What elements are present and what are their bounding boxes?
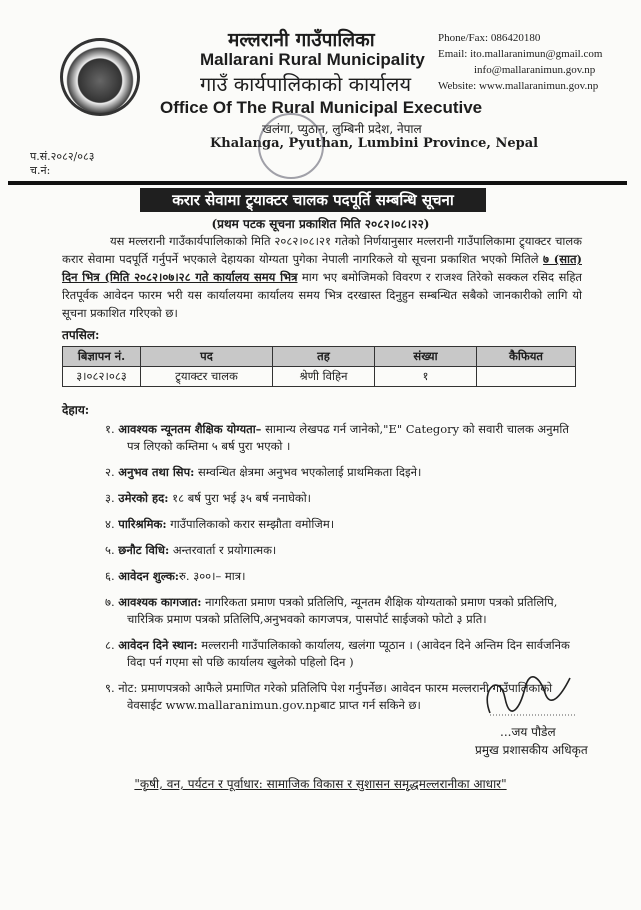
cell-post: ट्र्याक्टर चालक	[141, 367, 273, 387]
list-item: १. आवश्यक न्यूनतम शैक्षिक योग्यता– सामान्य लेखपढ गर्न जानेको,"E" Category को सवारी चालक अनुमति पत्र लिएको कम्तिमा ५ बर्ष पुरा भएको ।	[105, 422, 569, 453]
list-item: २. अनुभव तथा सिप: सम्वन्धित क्षेत्रमा अनुभव भएकोलाई प्राथमिकता दिइने।	[105, 465, 422, 479]
body-text: यस मल्लरानी गाउँकार्यपालिकाको मिति २०८२।०८।२१ गतेको निर्णयानुसार मल्लरानी गाउँपालिकामा ट्र्याक्टर चालक करार सेवामा पदपूर्ति गर्नुपर्ने भएकाले देहायका योग्यता पुगेका नेपाली नागरिकले यो सूचना प्रकाशित भएको मितिले	[62, 234, 582, 266]
col-level: तह	[273, 347, 375, 367]
list-item: ४. पारिश्रमिक: गाउँपालिकाको करार सम्झौता वमोजिम।	[105, 517, 335, 531]
list-item: ९. नोट: प्रमाणपत्रको आफैले प्रमाणित गरेको प्रतिलिपि पेश गर्नुपर्नेछ। आवेदन फारम मल्लरानी गाउँपालिकाको वेवसाईट www.mallaranimun.gov.npबाट प्राप्त गर्न सकिने छ।	[105, 681, 553, 712]
deadline-text: ७ (सात) दिन भित्र (मिति २०८२।०७।२८ गते कार्यालय समय भित्र	[62, 252, 582, 284]
dispatch-number: च.नं:	[30, 164, 51, 177]
notice-subtitle: (प्रथम पटक सूचना प्रकाशित मिति २०८२।०८।२२)	[211, 217, 430, 231]
table-row	[63, 367, 576, 387]
list-item: ७. आवश्यक कागजात: नागरिकता प्रमाण पत्रको प्रतिलिपि, न्यूनतम शैक्षिक योग्यताको प्रमाण पत्रको प्रतिलिपि, चारित्रिक प्रमाण पत्रको प्रतिलिपि,अनुभवको कागजपत्र, पासपोर्ट साईजको फोटो ३ प्रति।	[105, 595, 558, 626]
website: Website: www.mallaranimun.gov.np	[438, 80, 599, 92]
list-item: ५. छनौट विधि: अन्तरवार्ता र प्रयोगात्मक।	[105, 543, 277, 557]
list-item: ३. उमेरको हद: १८ बर्ष पुरा भई ३५ बर्ष ननाघेको।	[105, 491, 312, 505]
list-item: ६. आवेदन शुल्क:रु. ३००।– मात्र।	[105, 569, 246, 583]
email-secondary: info@mallaranimun.gov.np	[474, 64, 596, 76]
motto: "कृषी, वन, पर्यटन र पूर्वाधार: सामाजिक विकास र सुशासन समृद्धमल्लरानीका आधार"	[134, 777, 507, 791]
signer-name: ...जय पौडेल	[500, 725, 556, 739]
cell-level: श्रेणी विहिन	[273, 367, 375, 387]
email: Email: ito.mallaranimun@gmail.com	[438, 48, 603, 60]
header-divider	[8, 181, 627, 185]
signer-title: प्रमुख प्रशासकीय अधिकृत	[475, 743, 588, 757]
office-name-en: Office Of The Rural Municipal Executive	[160, 98, 483, 117]
signature	[470, 668, 580, 718]
cell-ad-no: ३।०८२।०८३	[63, 367, 141, 387]
letter-number: प.सं.२०८२/०८३	[30, 150, 95, 163]
reference-numbers	[30, 150, 94, 178]
office-stamp	[258, 113, 324, 179]
conditions-label: देहाय:	[62, 403, 90, 417]
col-ad-no: बिज्ञापन नं.	[63, 347, 141, 367]
municipality-name-en: Mallarani Rural Municipality	[200, 50, 425, 69]
phone: Phone/Fax: 086420180	[438, 32, 541, 44]
contact-block	[438, 30, 602, 94]
address-np: खलंगा, प्युठान, लुम्बिनी प्रदेश, नेपाल	[262, 122, 422, 136]
notice-title: करार सेवामा ट्र्याक्टर चालक पदपूर्ति सम्बन्धि सूचना	[140, 188, 486, 212]
cell-count: १	[375, 367, 477, 387]
col-post: पद	[141, 347, 273, 367]
body-text-end: माग भए बमोजिमको विवरण र राजश्व तिरेको सक्कल रसिद सहित रितपूर्वक आवेदन फारम भरी यस कार्यालयमा कार्यालय समय भित्र दरखास्त दिनुहुन सम्बन्धित सबैको जानकारीको लागि यो सूचना प्रकाशित गरिएको छ।	[62, 270, 582, 320]
notice-body	[62, 232, 582, 322]
table-header-row	[63, 347, 576, 367]
cell-remarks	[477, 367, 576, 387]
address-en: Khalanga, Pyuthan, Lumbini Province, Nepal	[210, 136, 539, 151]
col-count: संख्या	[375, 347, 477, 367]
col-remarks: कैफियत	[477, 347, 576, 367]
office-name-np: गाउँ कार्यपालिकाको कार्यालय	[200, 72, 412, 96]
details-label: तपसिल:	[62, 328, 100, 342]
vacancy-table	[62, 346, 576, 387]
list-item: ८. आवेदन दिने स्थान: मल्लरानी गाउँपालिकाको कार्यालय, खलंगा प्यूठान । (आवेदन दिने अन्तिम दिन सार्वजनिक विदा पर्न गएमा सो पछि कार्यालय खुलेको पहिलो दिन )	[105, 638, 570, 669]
municipality-emblem	[60, 38, 140, 116]
municipality-name-np: मल्लरानी गाउँपालिका	[228, 29, 375, 51]
